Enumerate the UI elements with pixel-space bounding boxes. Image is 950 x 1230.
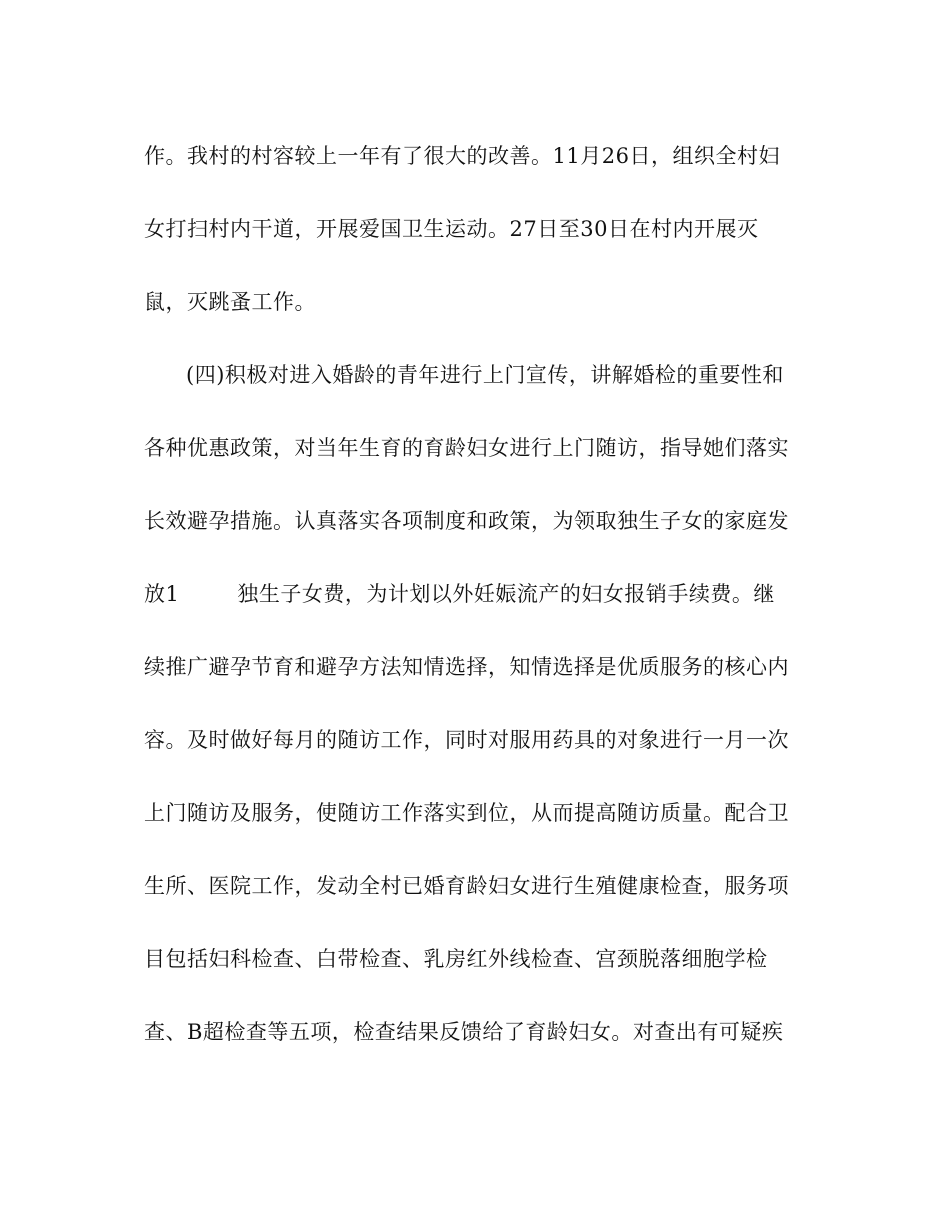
paragraph-4-first-line: (四)积极对进入婚龄的青年进行上门宣传，讲解婚检的重要性和 [186,363,784,387]
text-line-13: 查、B超检查等五项，检查结果反馈给了育龄妇女。对查出有可疑疾 [144,1020,784,1044]
text-line-7 [144,577,824,611]
text-line-7-end: 独生子女费，为计划以外妊娠流产的妇女报销手续费。继 [237,582,775,606]
text-line-7-start: 放1 [144,582,180,606]
text-line-5: 各种优惠政策，对当年生育的育龄妇女进行上门随访，指导她们落实 [144,436,789,460]
text-line-2: 女打扫村内干道，开展爱国卫生运动。27日至30日在村内开展灭 [144,217,759,241]
text-line-11: 生所、医院工作，发动全村已婚育龄妇女进行生殖健康检查，服务项 [144,874,789,898]
text-line-6: 长效避孕措施。认真落实各项制度和政策，为领取独生子女的家庭发 [144,509,789,533]
text-line-12: 目包括妇科检查、白带检查、乳房红外线检查、宫颈脱落细胞学检 [144,947,768,971]
text-line-8: 续推广避孕节育和避孕方法知情选择，知情选择是优质服务的核心内 [144,655,789,679]
text-line-9: 容。及时做好每月的随访工作，同时对服用药具的对象进行一月一次 [144,728,789,752]
text-line-1: 作。我村的村容较上一年有了很大的改善。11月26日，组织全村妇 [144,144,780,168]
text-line-10: 上门随访及服务，使随访工作落实到位，从而提高随访质量。配合卫 [144,801,789,825]
text-line-3: 鼠，灭跳蚤工作。 [144,290,316,314]
